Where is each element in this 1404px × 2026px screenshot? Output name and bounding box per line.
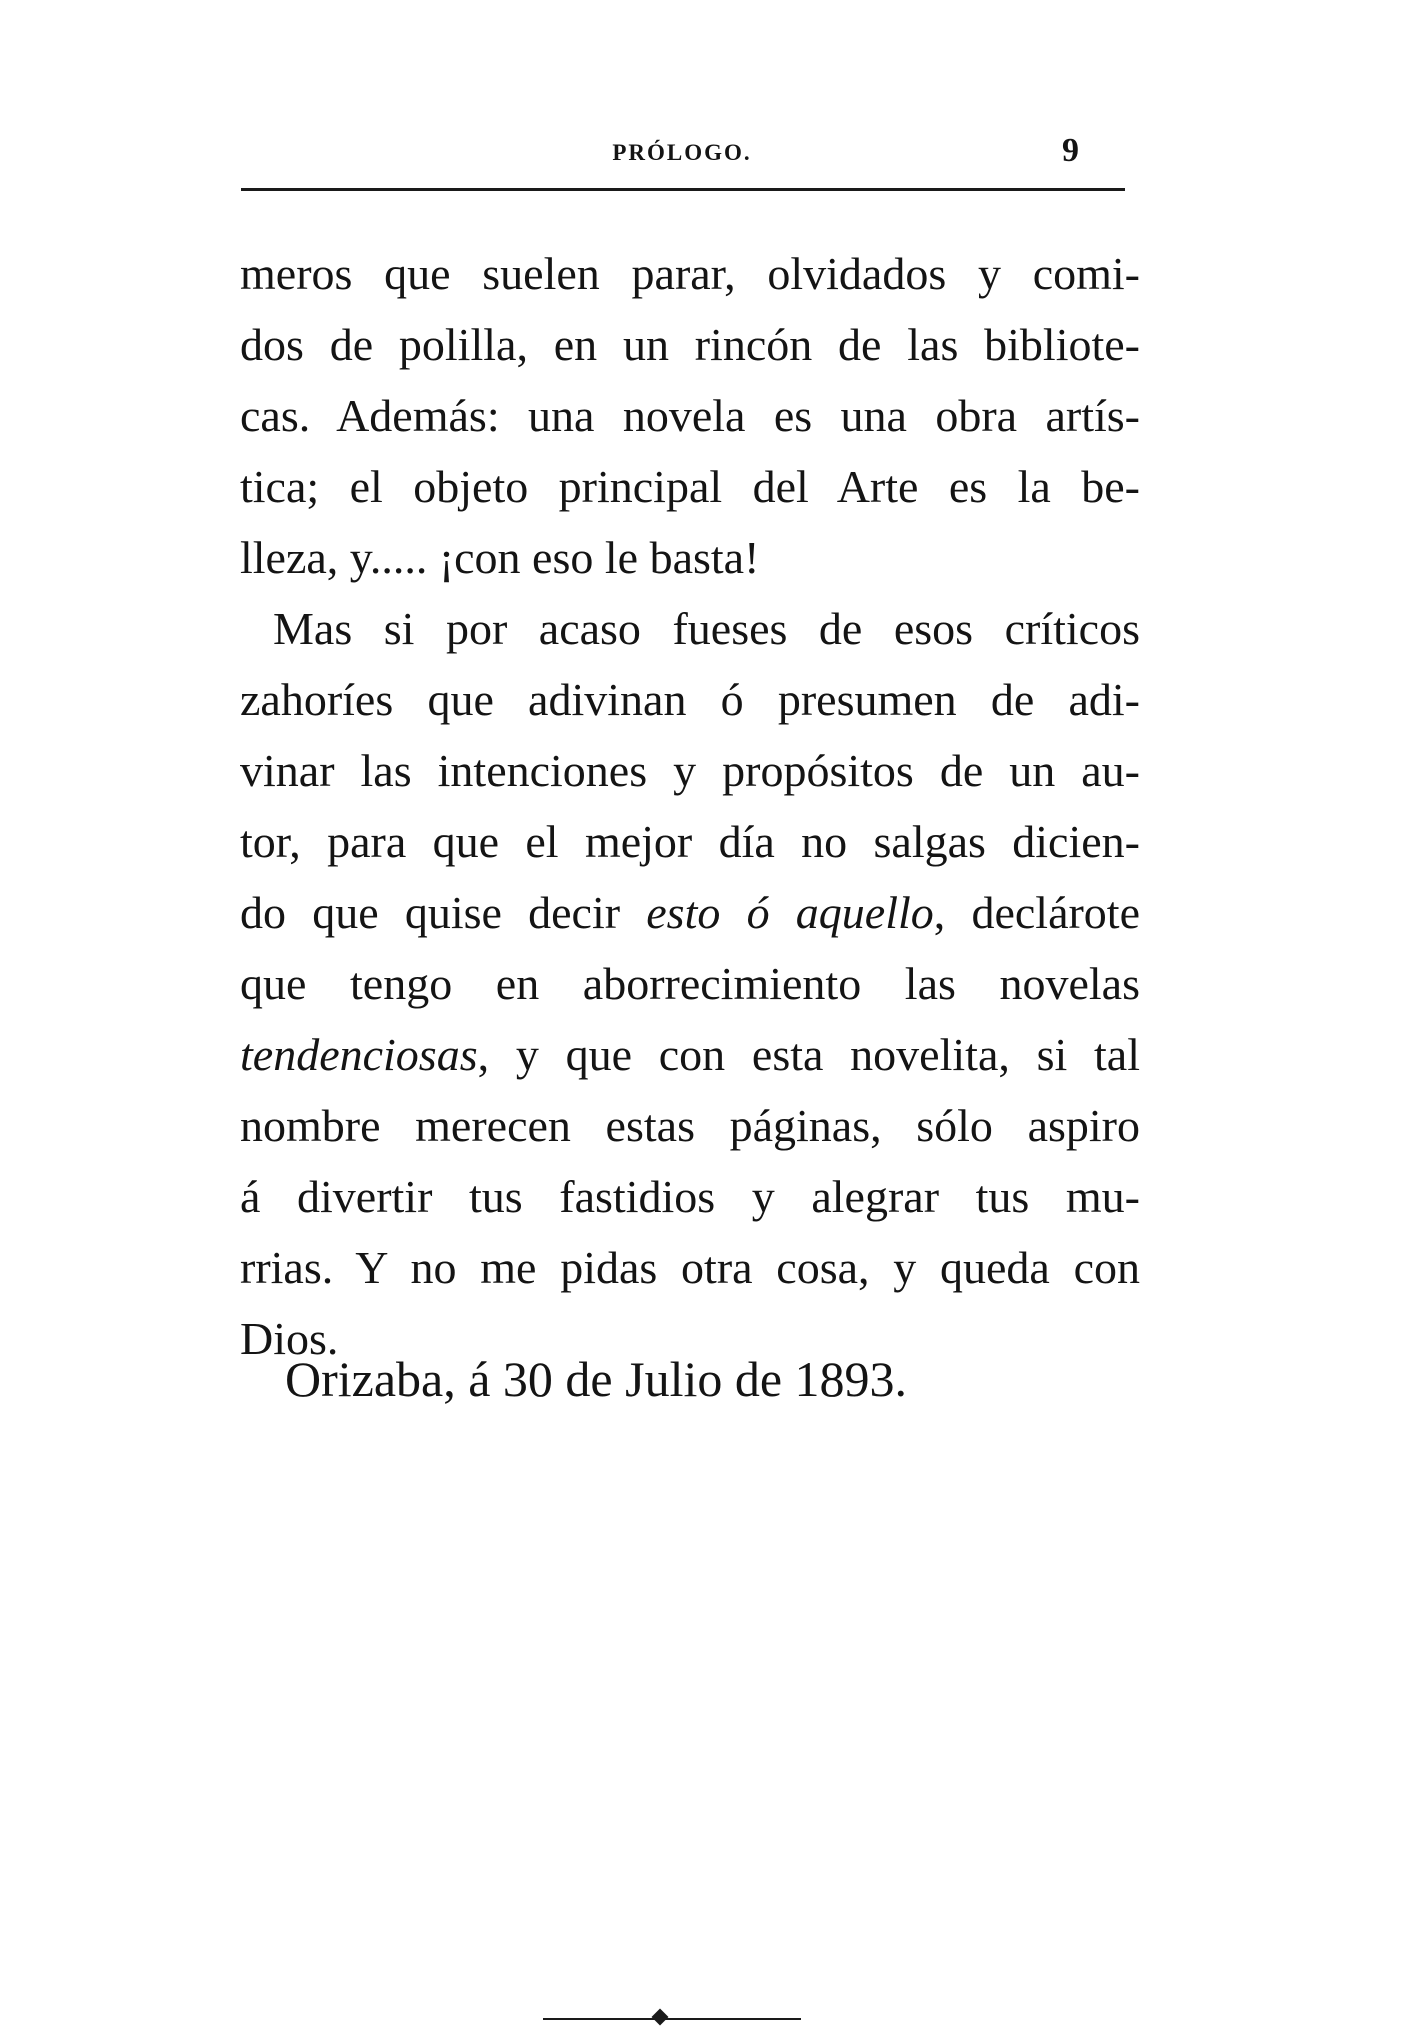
page-number: 9	[1062, 132, 1079, 169]
text-line: tor, para que el mejor día no salgas dicien-	[240, 816, 1140, 867]
text-line: á divertir tus fastidios y alegrar tus mu-	[240, 1171, 1140, 1222]
date-signature: Orizaba, á 30 de Julio de 1893.	[285, 1351, 908, 1407]
text-line	[240, 877, 1140, 948]
running-title: PRÓLOGO.	[612, 140, 752, 165]
header-rule	[241, 188, 1125, 191]
diamond-ornament-icon	[652, 2009, 669, 2026]
text-line: Mas si por acaso fueses de esos críticos	[273, 603, 1140, 654]
text-line: lleza, y..... ¡con eso le basta!	[240, 532, 760, 583]
running-head	[241, 128, 1123, 178]
text-line: rrias. Y no me pidas otra cosa, y queda con	[240, 1242, 1140, 1293]
italic-phrase: tendenciosas	[240, 1029, 478, 1080]
text-line: cas. Además: una novela es una obra artís-	[240, 390, 1140, 441]
text-line: que tengo en aborrecimiento las novelas	[240, 958, 1140, 1009]
text-line: Dios.	[240, 1313, 339, 1364]
text-segment: , declárote	[933, 887, 1140, 938]
text-line: meros que suelen parar, olvidados y comi-	[240, 248, 1140, 299]
ornamental-rule-diamond-icon	[543, 2018, 801, 2020]
text-line: vinar las intenciones y propósitos de un au-	[240, 745, 1140, 796]
text-segment: do que quise decir	[240, 887, 647, 938]
text-line: dos de polilla, en un rincón de las bibliote-	[240, 319, 1140, 370]
text-segment: , y que con esta novelita, si tal	[477, 1029, 1140, 1080]
text-line: zahoríes que adivinan ó presumen de adi-	[240, 674, 1140, 725]
text-line	[240, 1019, 1140, 1090]
italic-phrase: esto ó aquello	[646, 887, 934, 938]
prologue-text	[240, 238, 1140, 1374]
text-line: tica; el objeto principal del Arte es la be-	[240, 461, 1140, 512]
text-line: nombre merecen estas páginas, sólo aspiro	[240, 1100, 1140, 1151]
